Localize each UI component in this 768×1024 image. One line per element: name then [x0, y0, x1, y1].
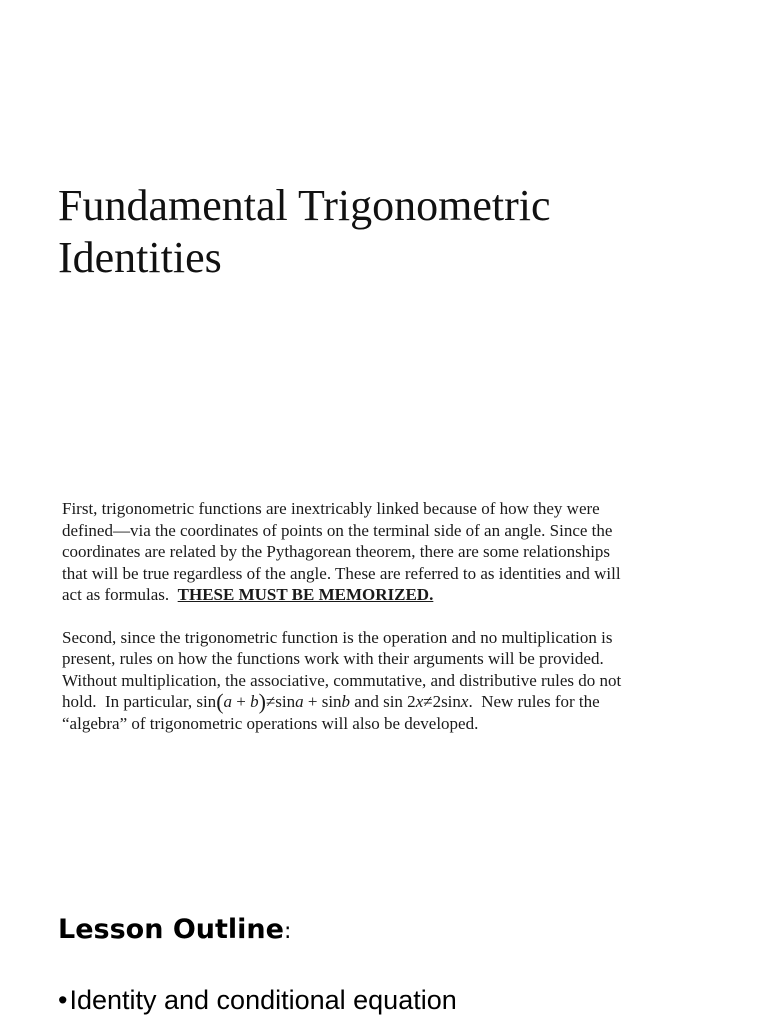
title-line-1: Fundamental Trigonometric: [58, 181, 551, 230]
bullet-icon: •: [58, 985, 68, 1015]
math-line-suffix: . New rules for the: [468, 692, 600, 711]
page-title: [58, 180, 738, 284]
list-item: [58, 982, 457, 1018]
paragraph-1-line: defined—via the coordinates of points on the terminal side of an angle. Since the: [62, 520, 613, 540]
title-line-2: Identities: [58, 233, 222, 282]
lesson-outline-heading: [58, 910, 291, 952]
memorize-emphasis: THESE MUST BE MEMORIZED.: [177, 585, 434, 604]
paragraph-1-line: [62, 584, 722, 606]
paragraph-1-line: that will be true regardless of the angle. These are referred to as identities and will: [62, 563, 621, 583]
paragraph-2-line: Without multiplication, the associative, commutative, and distributive rules do not: [62, 670, 622, 690]
list-item-label: Identity and conditional equation: [69, 985, 457, 1015]
paragraph-1: [62, 498, 722, 606]
body-text-block: [62, 498, 722, 734]
paragraph-1-line: coordinates are related by the Pythagorean theorem, there are some relationships: [62, 542, 611, 561]
double-angle-inequality-formula: sin 2x≠2sinx: [383, 692, 469, 711]
paragraph-1-last-text: act as formulas.: [62, 585, 178, 604]
math-line-prefix: hold. In particular,: [62, 692, 197, 711]
paragraph-2-math-line: [62, 691, 722, 713]
paragraph-2-line: present, rules on how the functions work with their arguments will be provided.: [62, 649, 604, 668]
paragraph-2-line: Second, since the trigonometric function is the operation and no multiplication is: [62, 627, 613, 647]
lesson-outline-list: [58, 982, 457, 1018]
math-line-middle: and: [350, 692, 384, 711]
paragraph-2-line: “algebra” of trigonometric operations will also be developed.: [62, 713, 479, 733]
lesson-outline-label: Lesson Outline: [58, 914, 284, 945]
sum-inequality-formula: sin(a + b)≠sina + sinb: [196, 689, 351, 714]
paragraph-1-line: First, trigonometric functions are inextricably linked because of how they were: [62, 499, 600, 518]
lesson-outline-colon: :: [283, 919, 292, 944]
paragraph-2: [62, 627, 722, 735]
